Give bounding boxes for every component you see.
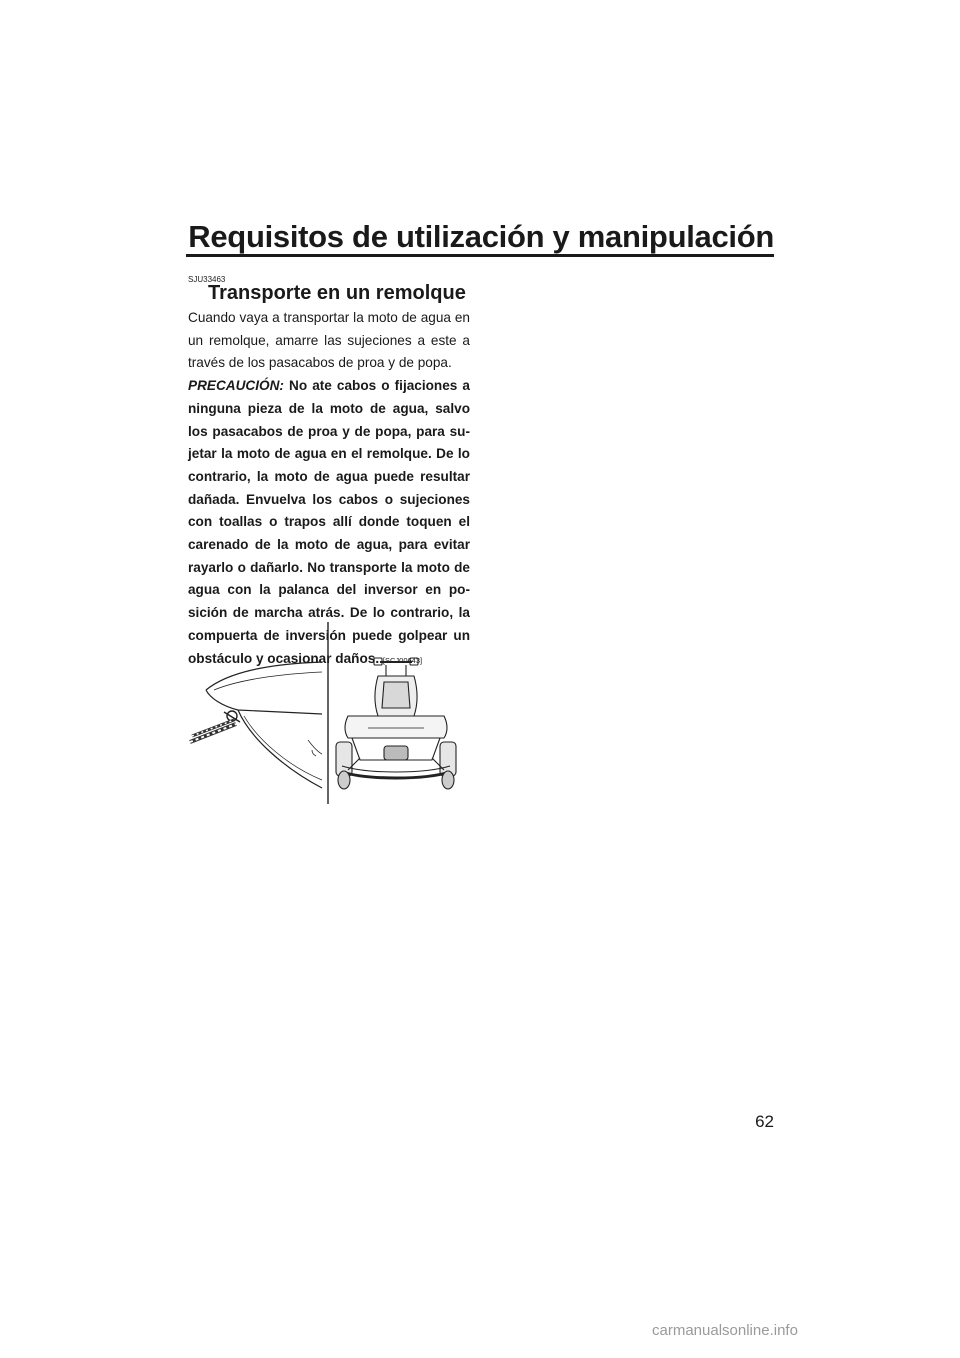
trailer-watercraft-illustration (336, 655, 456, 789)
body-text (188, 307, 470, 672)
page-header-title: Requisitos de utilización y manipulación (188, 219, 774, 254)
section-title: Transporte en un remolque (208, 282, 466, 304)
caution-ref-code: [SCJ00643] (382, 655, 423, 665)
header-rule (186, 254, 774, 257)
page-number: 62 (755, 1112, 774, 1131)
site-watermark[interactable]: carmanualsonline.info (652, 1322, 798, 1339)
bow-eye-illustration (190, 662, 322, 788)
caution-text: No ate cabos o fijaciones a ninguna pieza de la moto de agua, salvo los pasacabos de proa y de popa, para su-jetar la moto de agua en el remolque. De lo contrario, la moto de agua puede resultar dañada. Envuelva los cabos o sujeciones con toallas o trapos allí donde toquen el carenado de la moto de agua, para evitar rayarlo o dañarlo. No transporte la moto de agua con la palanca del inversor en po-sición de marcha atrás. De lo contrario, la compuerta de inversión puede golpear un obstáculo y ocasionar daños. (188, 378, 470, 666)
caution-label: PRECAUCIÓN: (188, 378, 284, 394)
towing-figure (188, 620, 470, 806)
intro-paragraph: Cuando vaya a transportar la moto de agua en un remolque, amarre las sujeciones a este a través de los pasacabos de proa y de popa. (188, 310, 470, 371)
section-code: SJU33463 (188, 275, 226, 284)
towing-illustration (188, 620, 470, 806)
